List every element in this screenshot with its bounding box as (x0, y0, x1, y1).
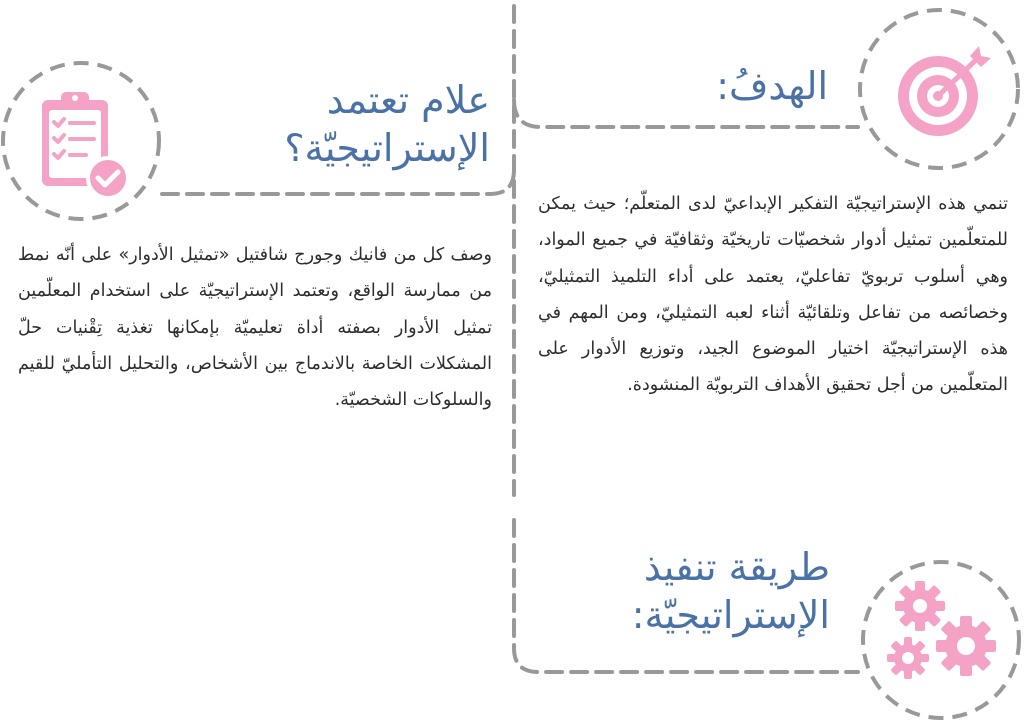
goal-section-body: تنمي هذه الإستراتيجيّة التفكير الإبداعيّ لدى المتعلّم؛ حيث يمكن للمتعلّمين تمثيل أدوار شخصيّات تاريخيّة وثقافيّة في جميع المواد، وهي أسلوب تربويّ تفاعليّ، يعتمد على أداء التلميذ التمثيليّ، وخصائصه من تفاعل وتلقائيّة أثناء لعبه التمثيليّ، ومن المهم في هذه الإستراتيجيّة اختيار الموضوع الجيد، وتوزيع الأدوار على المتعلّمين من أجل تحقيق الأهداف التربويّة المنشودة. (538, 194, 1008, 396)
target-dart-icon (893, 44, 993, 144)
left-section-heading: علام تعتمد الإستراتيجيّة؟ (284, 78, 490, 170)
method-section-heading: طريقة تنفيذ الإستراتيجيّة: (631, 545, 830, 637)
left-section-body: وصف كل من فانيك وجورج شافتيل «تمثيل الأدوار» على أنّه نمط من ممارسة الواقع، وتعتمد الإستراتيجيّة على استخدام المعلّمين تمثيل الأدوار بصفته أداة تعليميّة بإمكانها تغذية تِقْنيات حلّ المشكلات الخاصة بالاندماج بين الأشخاص، والتحليل التأمليّ للقيم والسلوكات الشخصيّة. (18, 245, 492, 411)
gears-icon (880, 580, 1000, 690)
goal-section-heading: الهدفُ: (716, 64, 828, 108)
clipboard-checklist-icon (34, 88, 134, 204)
